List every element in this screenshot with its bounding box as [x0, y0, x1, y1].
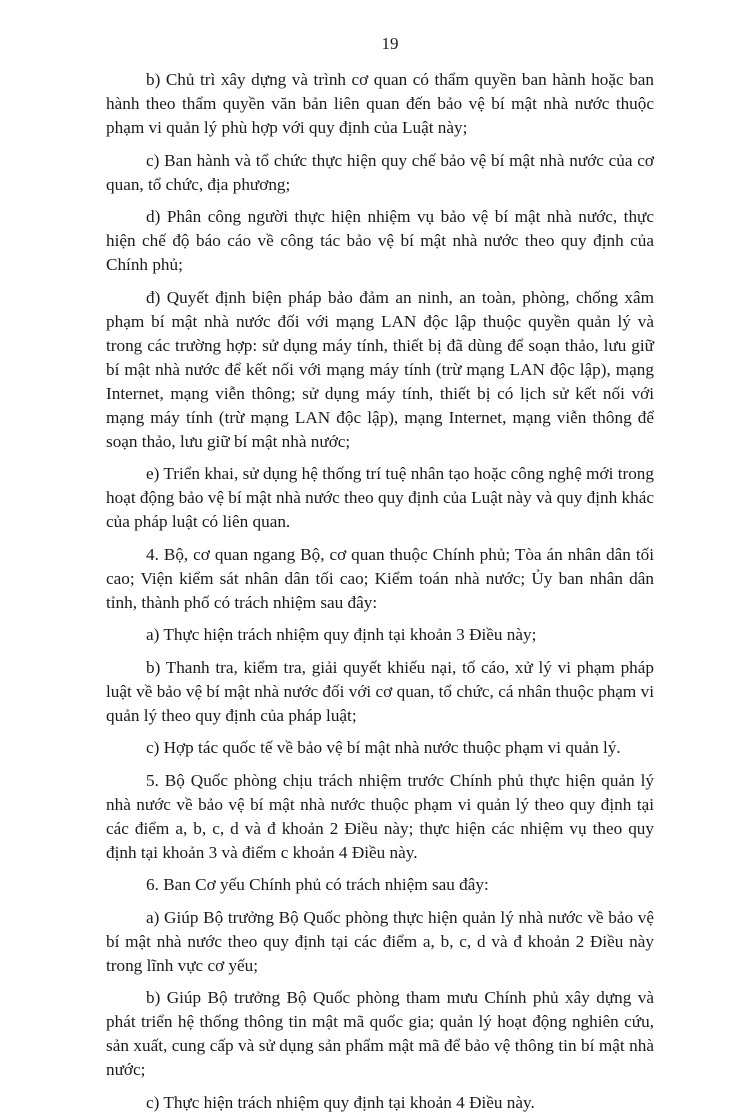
paragraph-6: 6. Ban Cơ yếu Chính phủ có trách nhiệm sau đây: [146, 875, 489, 894]
paragraph-4a: a) Thực hiện trách nhiệm quy định tại khoản 3 Điều này; [146, 625, 537, 644]
paragraph-3dd: đ) Quyết định biện pháp bảo đảm an ninh, an toàn, phòng, chống xâm phạm bí mật nhà nước đối với mạng LAN độc lập thuộc quyền quản lý và trong các trường hợp: sử dụng máy tính, thiết bị đã dùng để soạn thảo, lưu giữ bí mật nhà nước để kết nối với mạng máy tính (trừ mạng LAN độc lập), mạng Internet, mạng viễn thông; sử dụng máy tính, thiết bị có lịch sử kết nối với mạng máy tính (trừ mạng LAN độc lập), mạng Internet, mạng viễn thông để soạn thảo, lưu giữ bí mật nhà nước; [106, 287, 654, 451]
paragraph-4c: c) Hợp tác quốc tế về bảo vệ bí mật nhà nước thuộc phạm vi quản lý. [146, 738, 621, 757]
paragraph-3b: b) Chủ trì xây dựng và trình cơ quan có thẩm quyền ban hành hoặc ban hành theo thẩm quyền văn bản liên quan đến bảo vệ bí mật nhà nước thuộc phạm vi quản lý phù hợp với quy định của Luật này; [106, 70, 654, 137]
paragraph-6b: b) Giúp Bộ trưởng Bộ Quốc phòng tham mưu Chính phủ xây dựng và phát triển hệ thống thông tin mật mã quốc gia; quản lý hoạt động nghiên cứu, sản xuất, cung cấp và sử dụng sản phẩm mật mã để bảo vệ thông tin bí mật nhà nước; [106, 988, 654, 1079]
paragraph-4: 4. Bộ, cơ quan ngang Bộ, cơ quan thuộc Chính phủ; Tòa án nhân dân tối cao; Viện kiểm sát nhân dân tối cao; Kiểm toán nhà nước; Ủy ban nhân dân tỉnh, thành phố có trách nhiệm sau đây: [106, 544, 654, 612]
page-number: 19 [381, 34, 399, 53]
paragraph-4b: b) Thanh tra, kiểm tra, giải quyết khiếu nại, tố cáo, xử lý vi phạm pháp luật về bảo vệ bí mật nhà nước đối với cơ quan, tổ chức, cá nhân thuộc phạm vi quản lý theo quy định của pháp luật; [106, 657, 654, 725]
paragraph-6c: c) Thực hiện trách nhiệm quy định tại khoản 4 Điều này. [146, 1092, 535, 1112]
paragraph-5: 5. Bộ Quốc phòng chịu trách nhiệm trước Chính phủ thực hiện quản lý nhà nước về bảo vệ bí mật nhà nước thuộc phạm vi quản lý theo quy định tại các điểm a, b, c, d và đ khoản 2 Điều này; thực hiện các nhiệm vụ theo quy định tại khoản 3 và điểm c khoản 4 Điều này. [106, 770, 654, 862]
paragraph-3c: c) Ban hành và tổ chức thực hiện quy chế bảo vệ bí mật nhà nước của cơ quan, tổ chức, địa phương; [106, 150, 654, 194]
paragraph-6a: a) Giúp Bộ trưởng Bộ Quốc phòng thực hiện quản lý nhà nước về bảo vệ bí mật nhà nước theo quy định tại các điểm a, b, c, d và đ khoản 2 Điều này trong lĩnh vực cơ yếu; [106, 907, 654, 975]
paragraph-3d: d) Phân công người thực hiện nhiệm vụ bảo vệ bí mật nhà nước, thực hiện chế độ báo cáo về công tác bảo vệ bí mật nhà nước theo quy định của Chính phủ; [106, 207, 654, 274]
paragraph-3e: e) Triển khai, sử dụng hệ thống trí tuệ nhân tạo hoặc công nghệ mới trong hoạt động bảo vệ bí mật nhà nước theo quy định của Luật này và quy định khác của pháp luật có liên quan. [106, 464, 654, 531]
